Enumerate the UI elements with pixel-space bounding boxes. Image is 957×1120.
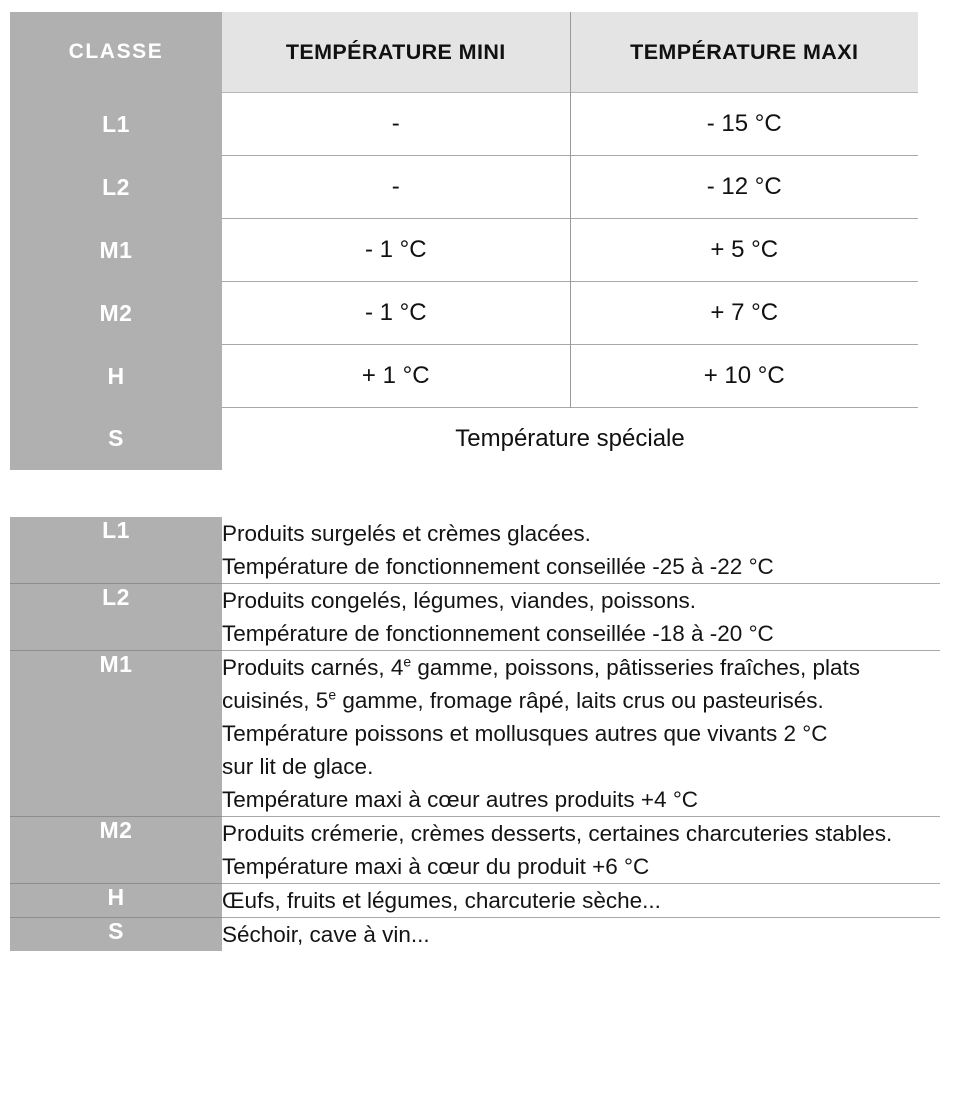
description-line: sur lit de glace.: [222, 754, 374, 779]
list-item: [10, 584, 940, 651]
row-class-label: S: [10, 408, 222, 471]
description-table-body: [10, 517, 940, 951]
row-temp-mini: + 1 °C: [222, 345, 570, 408]
description-line: Produits surgelés et crèmes glacées.: [222, 521, 591, 546]
detail-description: [222, 884, 940, 918]
table-row: [10, 282, 918, 345]
detail-class-label: L2: [10, 584, 222, 651]
table-row: [10, 156, 918, 219]
list-item: [10, 817, 940, 884]
row-class-label: H: [10, 345, 222, 408]
row-temp-maxi: + 10 °C: [570, 345, 918, 408]
class-description-table: [10, 517, 940, 951]
list-item: [10, 884, 940, 918]
detail-class-label: L1: [10, 517, 222, 584]
description-line: Température de fonctionnement conseillée -25 à -22 °C: [222, 554, 774, 579]
row-temp-maxi: + 5 °C: [570, 219, 918, 282]
header-row: [10, 12, 918, 93]
table-row: [10, 345, 918, 408]
class-temperature-table: [10, 12, 918, 470]
description-line: cuisinés, 5e gamme, fromage râpé, laits crus ou pasteurisés.: [222, 686, 824, 713]
row-class-label: M2: [10, 282, 222, 345]
row-temp-maxi: - 12 °C: [570, 156, 918, 219]
table-row-special: [10, 408, 918, 471]
detail-class-label: S: [10, 918, 222, 952]
row-temp-mini: - 1 °C: [222, 282, 570, 345]
table-row: [10, 219, 918, 282]
row-temp-mini: -: [222, 156, 570, 219]
description-line: Produits congelés, légumes, viandes, poissons.: [222, 588, 697, 613]
detail-class-label: H: [10, 884, 222, 918]
row-class-label: L2: [10, 156, 222, 219]
column-header-classe: CLASSE: [10, 12, 222, 93]
row-temp-mini: - 1 °C: [222, 219, 570, 282]
detail-description: [222, 918, 940, 952]
row-temp-maxi: - 15 °C: [570, 93, 918, 156]
column-header-temp-maxi: TEMPÉRATURE MAXI: [570, 12, 918, 93]
description-line: Température maxi à cœur du produit +6 °C: [222, 854, 650, 879]
row-class-label: M1: [10, 219, 222, 282]
description-line: Température poissons et mollusques autres que vivants 2 °C: [222, 721, 828, 746]
row-class-label: L1: [10, 93, 222, 156]
list-item: [10, 918, 940, 952]
description-line: Produits crémerie, crèmes desserts, certaines charcuteries stables.: [222, 821, 893, 846]
list-item: [10, 517, 940, 584]
description-line: Température maxi à cœur autres produits +4 °C: [222, 787, 699, 812]
table-row: [10, 93, 918, 156]
description-line: Température de fonctionnement conseillée -18 à -20 °C: [222, 621, 774, 646]
detail-description: [222, 651, 940, 817]
description-line: Produits carnés, 4e gamme, poissons, pâtisseries fraîches, plats: [222, 653, 861, 680]
ordinal-suffix: e: [328, 686, 337, 703]
detail-description: [222, 517, 940, 584]
row-temp-mini: -: [222, 93, 570, 156]
detail-description: [222, 817, 940, 884]
detail-class-label: M1: [10, 651, 222, 817]
column-header-temp-mini: TEMPÉRATURE MINI: [222, 12, 570, 93]
detail-class-label: M2: [10, 817, 222, 884]
ordinal-suffix: e: [403, 653, 412, 670]
class-table-body: [10, 93, 918, 471]
list-item: [10, 651, 940, 817]
description-line: Séchoir, cave à vin...: [222, 922, 430, 947]
description-line: Œufs, fruits et légumes, charcuterie sèche...: [222, 888, 661, 913]
class-table-header: [10, 12, 918, 93]
detail-description: [222, 584, 940, 651]
row-temp-maxi: + 7 °C: [570, 282, 918, 345]
row-special-temperature: Température spéciale: [222, 408, 918, 471]
